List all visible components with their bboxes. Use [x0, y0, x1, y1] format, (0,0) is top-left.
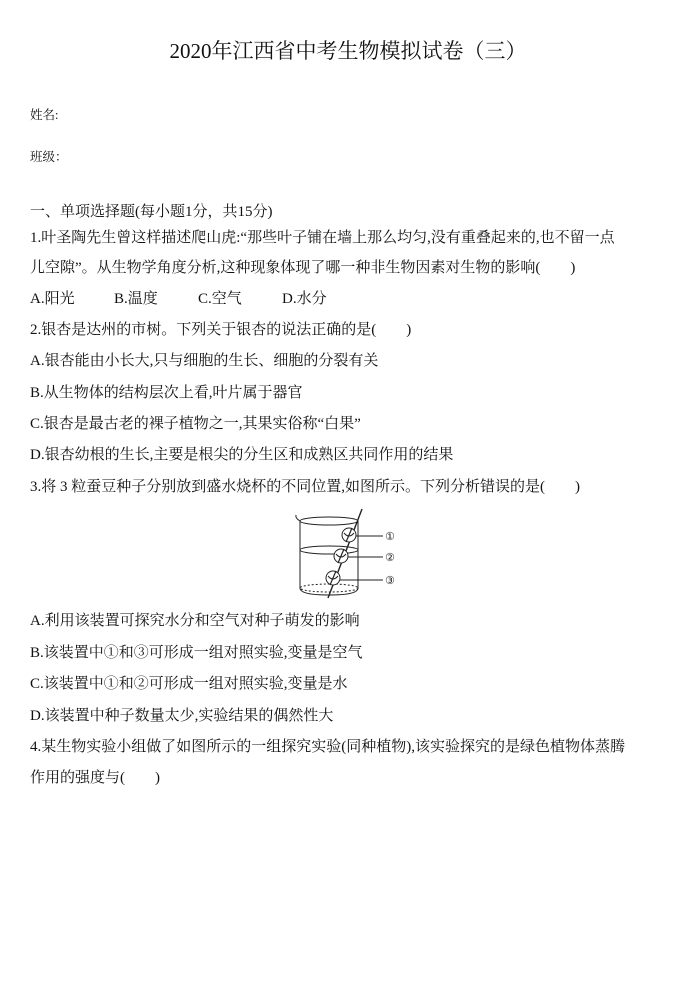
seed-1 [342, 528, 356, 542]
class-label: 班级： [30, 150, 68, 164]
option-c: C.该装置中①和②可形成一组对照实验,变量是水 [30, 676, 348, 692]
page-title: 2020年江西省中考生物模拟试卷（三） [169, 39, 527, 63]
seed-3 [326, 571, 340, 585]
beaker-rim [300, 517, 358, 525]
option-b: B.该装置中①和③可形成一组对照实验,变量是空气 [30, 645, 363, 661]
name-label: 姓名: [30, 108, 59, 122]
option-d: D.该装置中种子数量太少,实验结果的偶然性大 [30, 708, 334, 724]
figure-label-1: ① [385, 530, 395, 543]
question-stem-line: 3.将 3 粒蚕豆种子分别放到盛水烧杯的不同位置,如图所示。下列分析错误的是( ) [30, 479, 580, 495]
option-d: D.水分 [282, 291, 327, 307]
beaker-bottom-inner [300, 584, 358, 592]
option-d: D.银杏幼根的生长,主要是根尖的分生区和成熟区共同作用的结果 [30, 447, 454, 463]
section-heading: 一、单项选择题(每小题1分，共15分) [30, 204, 273, 220]
figure-label-3: ③ [385, 574, 395, 587]
beaker-spout [296, 515, 300, 521]
water-surface [300, 546, 358, 554]
option-a: A.银杏能由小长大,只与细胞的生长、细胞的分裂有关 [30, 353, 379, 369]
option-c: C.空气 [198, 291, 242, 307]
option-b: B.从生物体的结构层次上看,叶片属于器官 [30, 385, 303, 401]
question-stem-line: 儿空隙”。从生物学角度分析,这种现象体现了哪一种非生物因素对生物的影响( ) [30, 260, 576, 276]
beaker-seed-figure [290, 503, 405, 600]
question-stem-line: 1.叶圣陶先生曾这样描述爬山虎:“那些叶子铺在墙上那么均匀,没有重叠起来的,也不留一点 [30, 230, 615, 246]
figure-label-2: ② [385, 551, 395, 564]
question-stem-line: 作用的强度与( ) [30, 770, 160, 786]
question-stem-line: 2.银杏是达州的市树。下列关于银杏的说法正确的是( ) [30, 322, 412, 338]
option-a: A.利用该装置可探究水分和空气对种子萌发的影响 [30, 613, 360, 629]
seed-2 [334, 549, 348, 563]
option-c: C.银杏是最古老的裸子植物之一,其果实俗称“白果” [30, 416, 361, 432]
option-b: B.温度 [114, 291, 158, 307]
question-stem-line: 4.某生物实验小组做了如图所示的一组探究实验(同种植物),该实验探究的是绿色植物体蒸腾 [30, 739, 625, 755]
option-a: A.阳光 [30, 291, 75, 307]
